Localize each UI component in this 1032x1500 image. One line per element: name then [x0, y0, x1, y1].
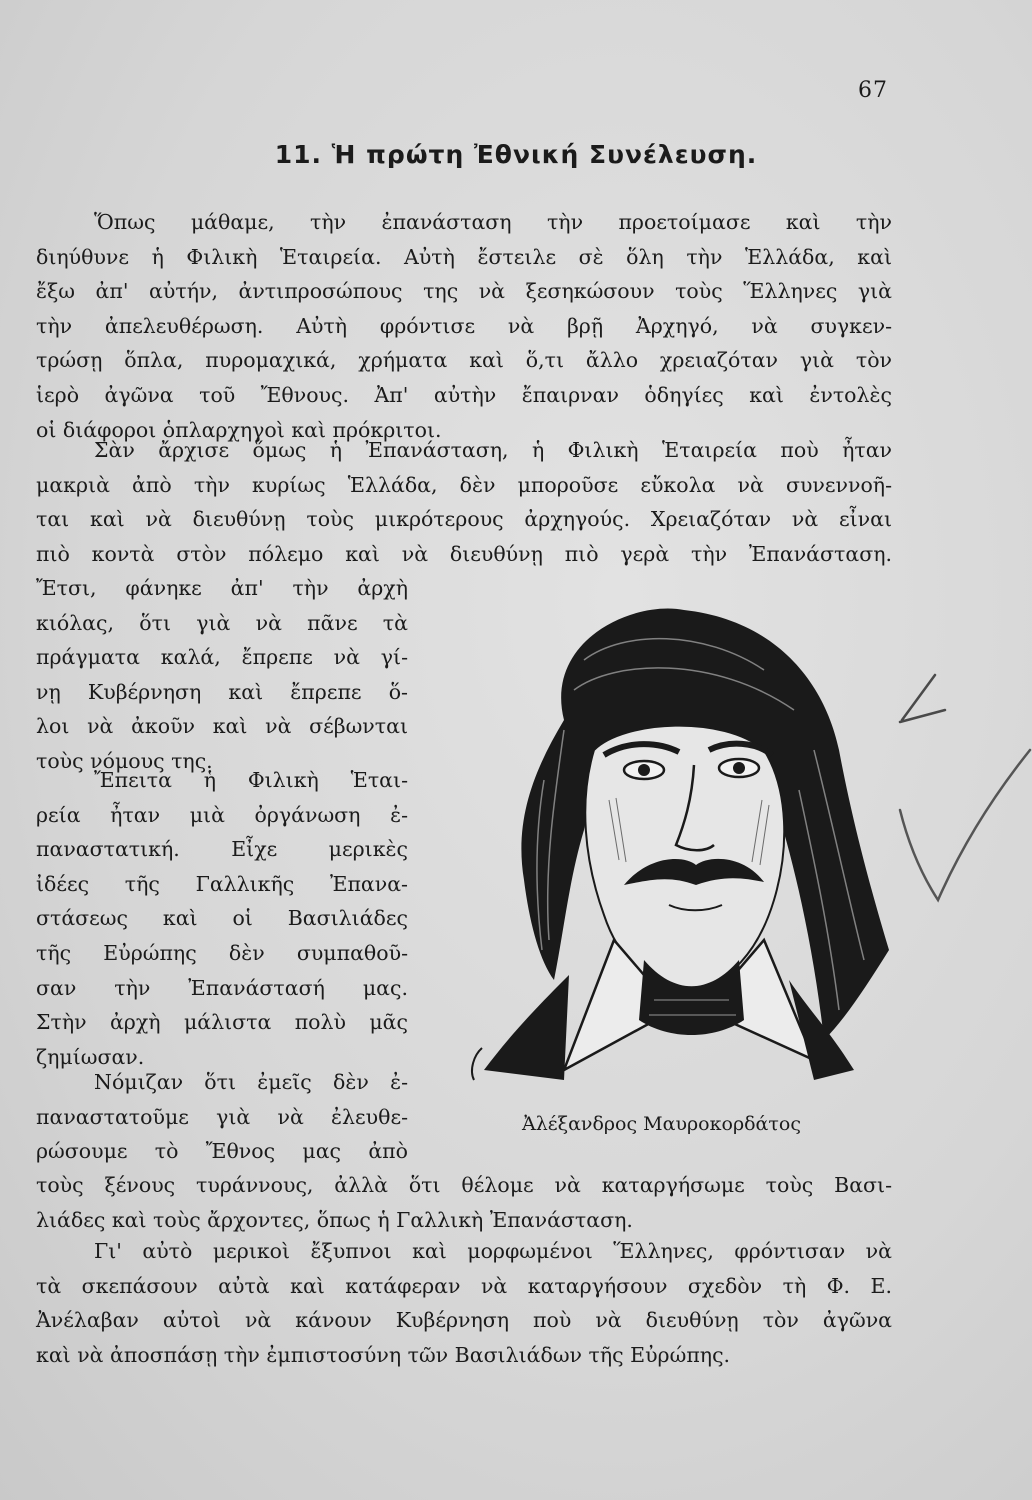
text-line: στάσεως καὶ οἱ Βασιλιάδες [36, 906, 408, 931]
chapter-title: 11. Ἡ πρώτη Ἐθνική Συνέλευση. [274, 140, 758, 169]
page-number: 67 [858, 78, 888, 103]
text-line: Ἔτσι, φάνηκε ἀπ' τὴν ἀρχὴ [36, 576, 408, 600]
text-line: τρώσῃ ὅπλα, πυρομαχικά, χρήματα καὶ ὅ,τι ἄλλο χρειαζόταν γιὰ τὸν [36, 348, 892, 373]
text-line: πιὸ κοντὰ στὸν πόλεμο καὶ νὰ διευθύνῃ πιὸ γερὰ τὴν Ἐπανάσταση. [36, 541, 892, 566]
text-line: ται καὶ νὰ διευθύνῃ τοὺς μικρότερους ἀρχηγούς. Χρειαζόταν νὰ εἶναι [36, 507, 892, 532]
text-line: λοι νὰ ἀκοῦν καὶ νὰ σέβωνται [36, 714, 408, 739]
portrait-caption: Ἀλέξανδρος Μαυροκορδάτος [522, 1113, 801, 1135]
pencil-check-mark [880, 650, 1032, 910]
text-line: τοὺς νόμους της. [36, 748, 213, 773]
text-line: παναστατοῦμε γιὰ νὰ ἐλευθε- [36, 1104, 408, 1129]
text-line: Ὅπως μάθαμε, τὴν ἐπανάσταση τὴν προετοίμασε καὶ τὴν [94, 210, 892, 234]
text-line: πράγματα καλά, ἔπρεπε νὰ γί- [36, 645, 408, 670]
text-line: διηύθυνε ἡ Φιλικὴ Ἑταιρεία. Αὐτὴ ἔστειλε σὲ ὅλη τὴν Ἑλλάδα, καὶ [36, 244, 892, 269]
paragraph-3 [36, 571, 408, 779]
text-line: ἱερὸ ἀγῶνα τοῦ Ἔθνους. Ἀπ' αὐτὴν ἔπαιρναν ὁδηγίες καὶ ἐντολὲς [36, 382, 892, 407]
text-line: ἰδέες τῆς Γαλλικῆς Ἐπανα- [36, 871, 408, 896]
portrait-coat [484, 975, 569, 1080]
paragraph-1 [36, 205, 892, 447]
text-line: παναστατική. Εἶχε μερικὲς [36, 837, 408, 862]
text-line: κιόλας, ὅτι γιὰ νὰ πᾶνε τὰ [36, 610, 408, 635]
text-line: τοὺς ξένους τυράννους, ἀλλὰ ὅτι θέλομε νὰ καταργήσωμε τοὺς Βασι- [36, 1173, 892, 1197]
text-line: λιάδες καὶ τοὺς ἄρχοντες, ὅπως ἡ Γαλλικὴ Ἐπανάσταση. [36, 1207, 633, 1232]
paragraph-5-continued [36, 1168, 892, 1237]
text-line: σαν τὴν Ἐπανάστασή μας. [36, 975, 408, 1000]
text-line: τῆς Εὐρώπης δὲν συμπαθοῦ- [36, 940, 408, 965]
text-line: νῃ Κυβέρνηση καὶ ἔπρεπε ὅ- [36, 679, 408, 704]
text-line: Ἔπειτα ἡ Φιλικὴ Ἑται- [94, 768, 408, 792]
text-line: μακριὰ ἀπὸ τὴν κυρίως Ἑλλάδα, δὲν μποροῦσε εὔκολα νὰ συνεννοῆ- [36, 472, 892, 497]
text-line: ρώσουμε τὸ Ἔθνος μας ἀπὸ [36, 1139, 408, 1164]
text-line: καὶ νὰ ἀποσπάσῃ τὴν ἐμπιστοσύνη τῶν Βασιλιάδων τῆς Εὐρώπης. [36, 1342, 731, 1367]
text-line: Νόμιζαν ὅτι ἐμεῖς δὲν ἐ- [94, 1070, 408, 1094]
text-line: τὴν ἀπελευθέρωση. Αὐτὴ φρόντισε νὰ βρῇ Ἀρχηγό, νὰ συγκεν- [36, 313, 892, 338]
portrait-illustration [444, 600, 894, 1090]
text-line: Σὰν ἄρχισε ὅμως ἡ Ἐπανάσταση, ἡ Φιλικὴ Ἑταιρεία ποὺ ἦταν [94, 438, 892, 462]
paragraph-6 [36, 1234, 892, 1372]
text-line: Στὴν ἀρχὴ μάλιστα πολὺ μᾶς [36, 1010, 408, 1035]
text-line: ζημίωσαν. [36, 1044, 145, 1069]
paragraph-5 [36, 1065, 408, 1169]
paragraph-2 [36, 433, 892, 571]
paragraph-4 [36, 763, 408, 1074]
text-line: Γι' αὐτὸ μερικοὶ ἔξυπνοι καὶ μορφωμένοι Ἕλληνες, φρόντισαν νὰ [94, 1239, 892, 1263]
text-line: ρεία ἦταν μιὰ ὀργάνωση ἐ- [36, 802, 408, 827]
text-line: οἱ διάφοροι ὁπλαρχηγοὶ καὶ πρόκριτοι. [36, 417, 442, 442]
text-line: Ἀνέλαβαν αὐτοὶ νὰ κάνουν Κυβέρνηση ποὺ νὰ διευθύνῃ τὸν ἀγῶνα [36, 1308, 892, 1333]
text-line: ἔξω ἀπ' αὐτήν, ἀντιπροσώπους της νὰ ξεσηκώσουν τοὺς Ἕλληνες γιὰ [36, 279, 892, 304]
text-line: τὰ σκεπάσουν αὐτὰ καὶ κατάφεραν νὰ καταργήσουν σχεδὸν τὴ Φ. Ε. [36, 1273, 892, 1298]
